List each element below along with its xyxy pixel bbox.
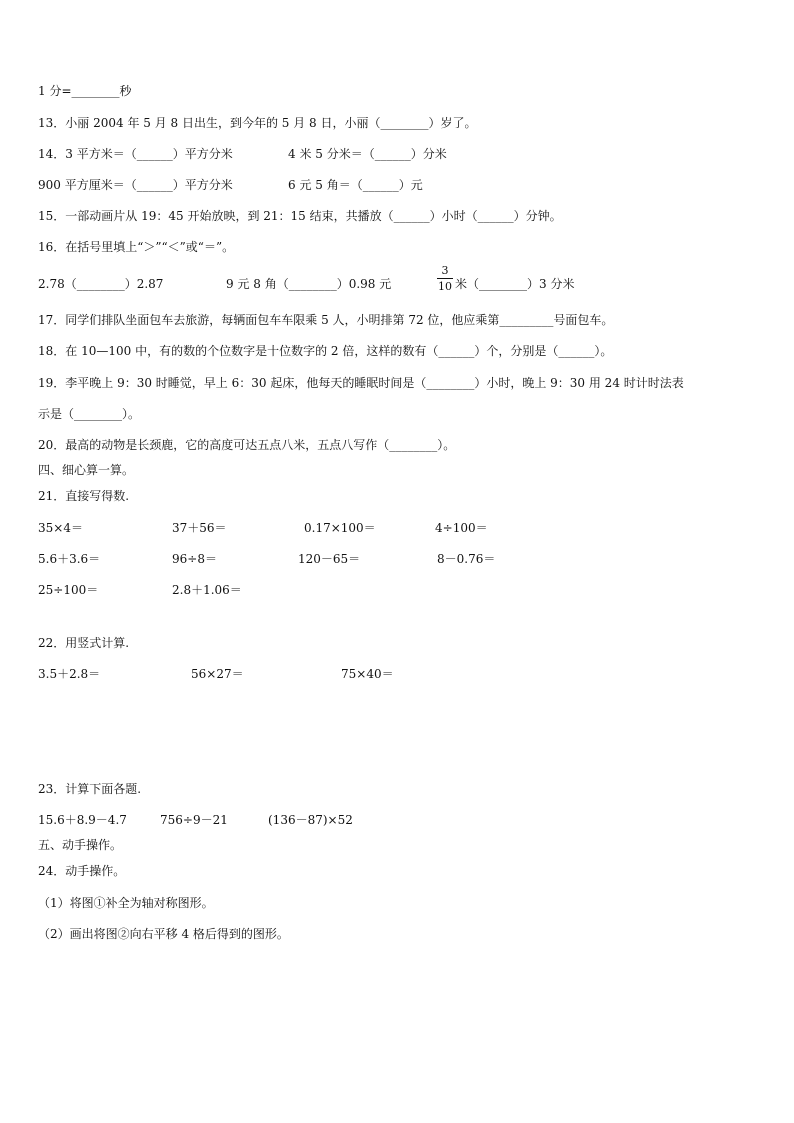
question-14-row1a: 14．3 平方米＝（______）平方分米	[38, 147, 233, 161]
question-14-row1b: 4 米 5 分米＝（______）分米	[288, 147, 447, 161]
question-14-row2b: 6 元 5 角＝（______）元	[288, 178, 423, 192]
calc-item: 25÷100＝	[38, 583, 99, 597]
question-16-prompt: 16．在括号里填上“＞”“＜”或“＝”。	[38, 240, 235, 254]
calc-item: 120－65＝	[298, 552, 361, 566]
calc-item: 37＋56＝	[172, 521, 227, 535]
section-5-title: 五、动手操作。	[38, 838, 123, 852]
question-13: 13．小丽 2004 年 5 月 8 日出生，到今年的 5 月 8 日，小丽（________）岁了。	[38, 116, 477, 130]
calc-item: 2.8＋1.06＝	[172, 583, 242, 597]
question-19-line1: 19．李平晚上 9：30 时睡觉，早上 6：30 起床，他每天的睡眠时间是（________）小时，晚上 9：30 用 24 时计时法表	[38, 376, 684, 390]
question-16-item1: 2.78（________）2.87	[38, 277, 164, 291]
question-17: 17．同学们排队坐面包车去旅游，每辆面包车车限乘 5 人，小明排第 72 位，他应乘第_________号面包车。	[38, 313, 614, 327]
section-4-title: 四、细心算一算。	[38, 463, 135, 477]
vertical-calc-item: 56×27＝	[191, 667, 244, 681]
question-20: 20．最高的动物是长颈鹿，它的高度可达五点八米，五点八写作（________）。	[38, 438, 456, 452]
calc-item: 8－0.76＝	[437, 552, 496, 566]
fraction	[437, 264, 453, 293]
vertical-calc-item: 75×40＝	[341, 667, 394, 681]
expression-item: 756÷9－21	[160, 813, 228, 827]
question-19-line2: 示是（________）。	[38, 407, 141, 421]
fraction-denominator: 10	[438, 280, 452, 293]
calc-item: 4÷100＝	[435, 521, 488, 535]
question-16-item2: 9 元 8 角（________）0.98 元	[226, 277, 392, 291]
fraction-numerator: 3	[437, 264, 453, 279]
question-24-title: 24．动手操作。	[38, 864, 126, 878]
question-22-title: 22．用竖式计算.	[38, 636, 130, 650]
calc-item: 96÷8＝	[172, 552, 217, 566]
vertical-calc-item: 3.5＋2.8＝	[38, 667, 101, 681]
question-12: 1 分=________秒	[38, 84, 132, 98]
question-24-step2: （2）画出将图②向右平移 4 格后得到的图形。	[38, 927, 289, 941]
calc-item: 0.17×100＝	[304, 521, 376, 535]
question-16-item3: 米（________）3 分米	[455, 277, 575, 291]
question-15: 15．一部动画片从 19：45 开始放映，到 21：15 结束，共播放（______）小时（______）分钟。	[38, 209, 562, 223]
question-14-row2a: 900 平方厘米＝（______）平方分米	[38, 178, 233, 192]
expression-item: 15.6＋8.9－4.7	[38, 813, 127, 827]
question-23-title: 23．计算下面各题.	[38, 782, 142, 796]
expression-item: (136－87)×52	[268, 813, 353, 827]
calc-item: 35×4＝	[38, 521, 83, 535]
question-21-title: 21．直接写得数.	[38, 489, 130, 503]
question-24-step1: （1）将图①补全为轴对称图形。	[38, 896, 214, 910]
question-18: 18．在 10—100 中，有的数的个位数字是十位数字的 2 倍，这样的数有（______）个，分别是（______）。	[38, 344, 613, 358]
calc-item: 5.6＋3.6＝	[38, 552, 101, 566]
